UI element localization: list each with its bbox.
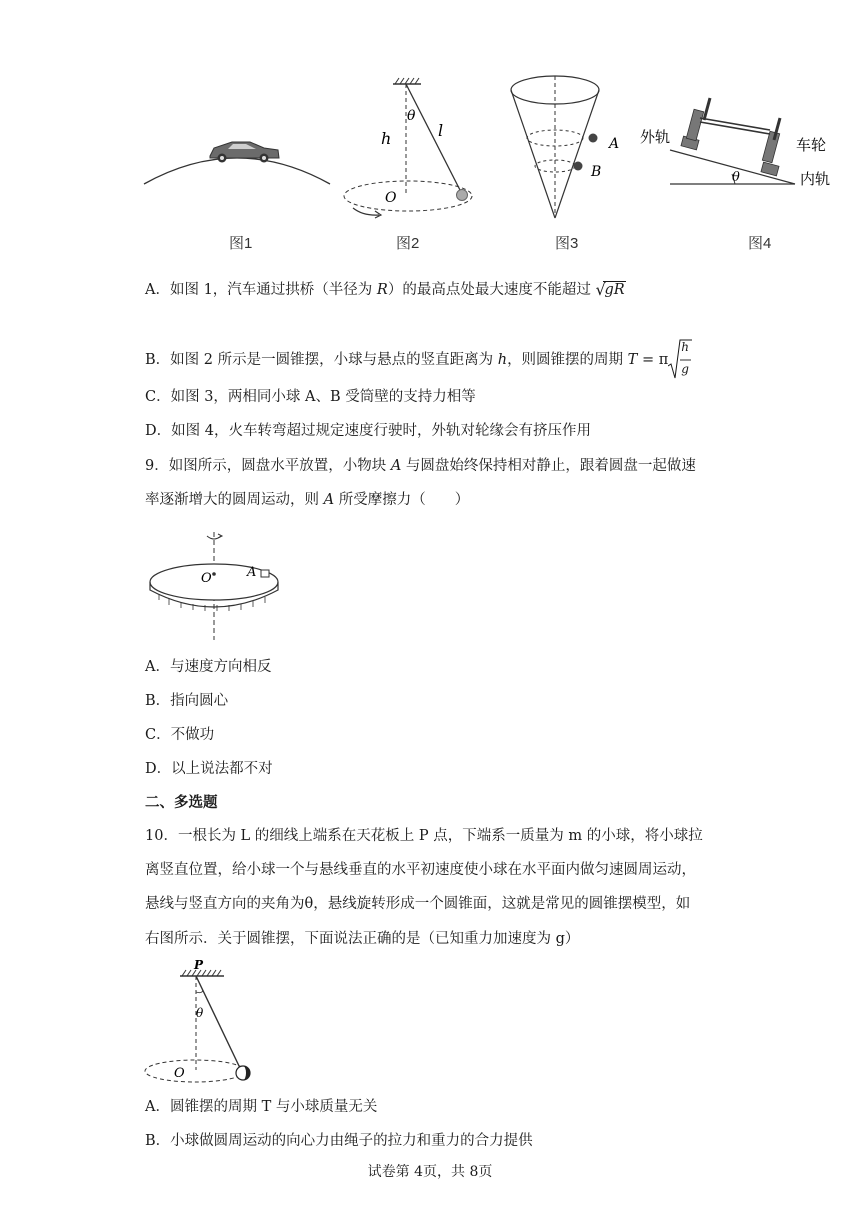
sqrt-h-over-g: h g xyxy=(668,338,690,382)
q10-figure-conical-pendulum xyxy=(140,958,260,1090)
q9-option-b: B．指向圆心 xyxy=(145,693,229,709)
fig2-h-label: h xyxy=(381,129,392,148)
figure-2-caption: 图2 xyxy=(396,235,420,252)
fig3-B-label: B xyxy=(591,164,602,180)
fig3-A-label: A xyxy=(609,136,620,152)
q9-stem-line-2: 率逐渐增大的圆周运动，则 A 所受摩擦力（ ） xyxy=(145,492,470,508)
q10-fig-theta-label: θ xyxy=(196,1006,204,1020)
q9-fig-O-label: O xyxy=(201,571,212,586)
q10-stem-line-4: 右图所示．关于圆锥摆，下面说法正确的是（已知重力加速度为 g） xyxy=(145,931,580,947)
fig4-inner-label: 内轨 xyxy=(800,170,831,188)
q9-figure-disk xyxy=(145,528,285,643)
q10-stem-line-2: 离竖直位置，给小球一个与悬线垂直的水平初速度使小球在水平面内做匀速圆周运动， xyxy=(145,862,696,878)
car-icon xyxy=(210,142,279,163)
q8-option-a: A．如图 1，汽车通过拱桥（半径为 R）的最高点处最大速度不能超过 √ gR xyxy=(145,280,625,299)
section-heading-multi-choice: 二、多选题 xyxy=(145,794,218,811)
q10-option-b: B．小球做圆周运动的向心力由绳子的拉力和重力的合力提供 xyxy=(145,1133,533,1149)
q9-option-d: D．以上说法都不对 xyxy=(145,761,273,777)
figure-1-car-on-bridge xyxy=(140,118,335,198)
q10-stem-line-1: 10．一根长为 L 的细线上端系在天花板上 P 点，下端系一质量为 m 的小球，将小球拉 xyxy=(145,828,703,844)
fig2-theta-label: θ xyxy=(407,108,416,124)
fig2-l-label: l xyxy=(438,121,444,140)
q10-stem-line-3: 悬线与竖直方向的夹角为θ，悬线旋转形成一个圆锥面，这就是常见的圆锥摆模型，如 xyxy=(145,896,691,912)
figure-4-banked-track xyxy=(640,92,845,192)
figure-3-caption: 图3 xyxy=(555,235,579,252)
q8-option-c: C．如图 3，两相同小球 A、B 受筒壁的支持力相等 xyxy=(145,389,476,405)
q8-option-d: D．如图 4，火车转弯超过规定速度行驶时，外轨对轮缘会有挤压作用 xyxy=(145,423,591,439)
fig4-outer-label: 外轨 xyxy=(640,128,671,146)
q9-option-c: C．不做功 xyxy=(145,727,215,743)
figure-2-conical-pendulum xyxy=(335,74,485,224)
figure-3-cone xyxy=(505,72,635,224)
q10-fig-P-label: P xyxy=(194,958,204,972)
fig2-O-label: O xyxy=(385,190,397,206)
page-footer: 试卷第 4页，共 8页 xyxy=(367,1164,493,1180)
q10-fig-O-label: O xyxy=(174,1066,185,1081)
fig4-theta-label: θ xyxy=(732,170,740,185)
figure-4-caption: 图4 xyxy=(748,235,772,252)
q9-option-a: A．与速度方向相反 xyxy=(145,659,272,675)
q10-option-a: A．圆锥摆的周期 T 与小球质量无关 xyxy=(145,1099,378,1115)
q9-fig-A-label: A xyxy=(247,565,257,580)
q8-option-b: B．如图 2 所示是一圆锥摆，小球与悬点的竖直距离为 h，则圆锥摆的周期 T = π h g xyxy=(145,338,690,382)
q9-stem-line-1: 9．如图所示，圆盘水平放置，小物块 A 与圆盘始终保持相对静止，跟着圆盘一起做速 xyxy=(145,458,696,474)
figure-1-caption: 图1 xyxy=(229,235,253,252)
fig4-wheel-label: 车轮 xyxy=(796,136,827,154)
sqrt-gR: √ gR xyxy=(595,280,625,299)
